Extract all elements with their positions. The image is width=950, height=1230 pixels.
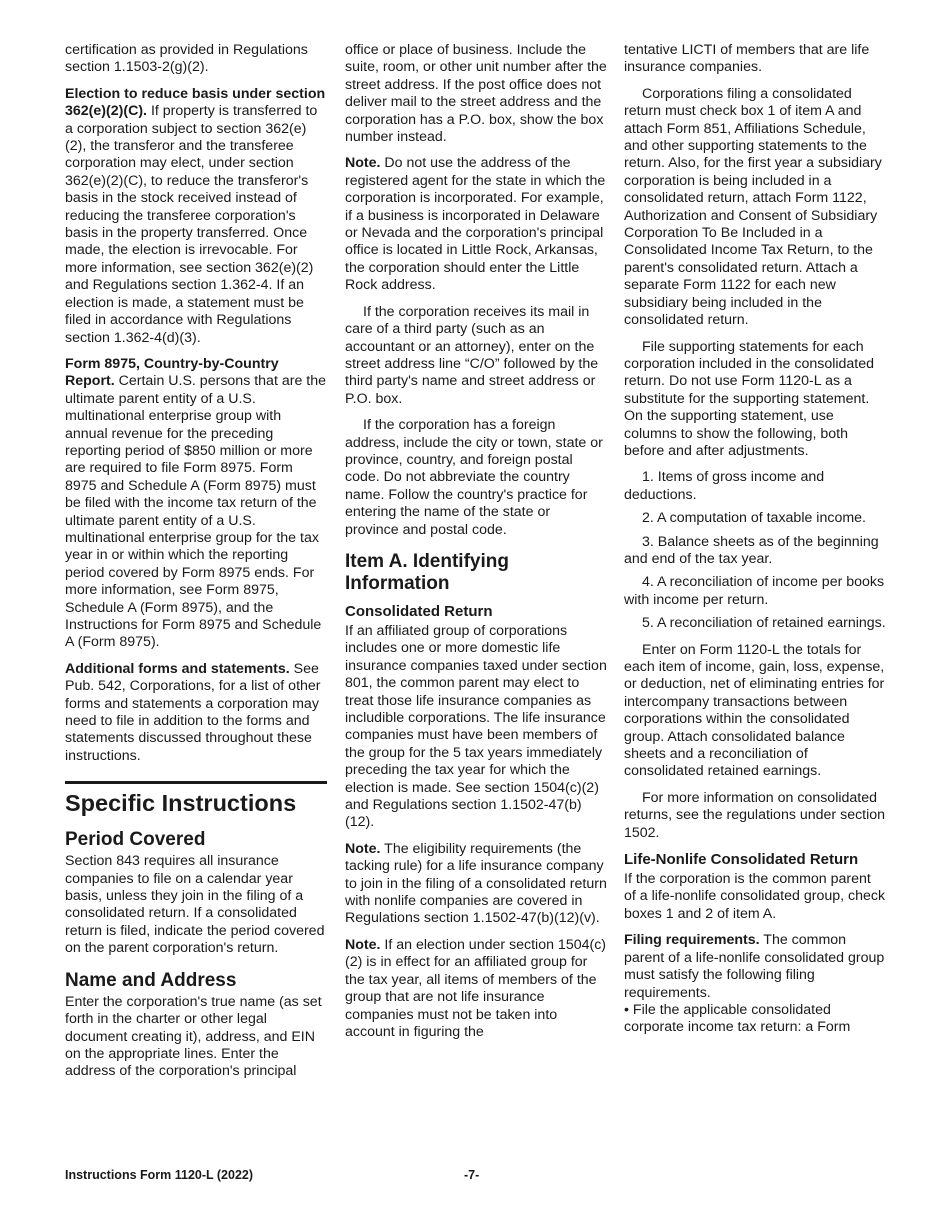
column-1 — [65, 42, 327, 1090]
paragraph: If the corporation receives its mail in care of a third party (such as an accountant or an attorney), enter on the street address line “C/O” followed by the third party's name and street address or P.O. box. — [345, 303, 599, 407]
paragraph: office or place of business. Include the suite, room, or other unit number after the street address. If the post office does not deliver mail to the street address and the corporation has a P.O. box, show the box number instead. — [345, 42, 607, 146]
note — [345, 155, 607, 294]
paragraph: Corporations filing a consolidated return must check box 1 of item A and attach Form 851, Affiliations Schedule, and other supporting statements to the return. Also, for the first year a subsidiary corporation is being included in a consolidated return, attach Form 1122, Authorization and Consent of Subsidiary Corporation To Be Included in a Consolidated Income Tax Return, to the parent's consolidated return. Attach a separate Form 1122 for each new subsidiary being included in the consolidated return. — [624, 85, 882, 329]
list-item: 4. A reconciliation of income per books with income per return. — [624, 574, 885, 608]
list-item: 2. A computation of taxable income. — [642, 510, 866, 527]
paragraph-text: Certain U.S. persons that are the ultimate parent entity of a U.S. multinational enterprise group with annual revenue for the preceding reporting period of $850 million or more are required to file Form 8975. Form 8975 and Schedule A (Form 8975) must be filed with the income tax return of the ultimate parent entity of a U.S. multinational enterprise group for the tax year in or within which the reporting period covered by Form 8975 ends. For more information, see Form 8975, Schedule A (Form 8975), and the Instructions for Form 8975 and Schedule A (Form 8975). — [65, 373, 327, 651]
heading-item-a: Item A. Identifying Information — [345, 550, 509, 594]
list-item: 3. Balance sheets as of the beginning and end of the tax year. — [624, 533, 879, 567]
paragraph-text: See Pub. 542, Corporations, for a list of other forms and statements a corporation may need to file in addition to the forms and statements discussed throughout these instructions. — [65, 660, 321, 764]
note — [345, 937, 607, 1041]
paragraph: If an affiliated group of corporations includes one or more domestic life insurance companies taxed under section 801, the common parent may elect to treat those life insurance companies as includible corporations. The life insurance companies must have been members of the group for the 5 tax years immediately preceding the tax year for which the election is made. See section 1504(c)(2) and Regulations section 1.1502-47(b)(12). — [345, 622, 607, 831]
column-2 — [345, 42, 607, 1050]
paragraph-text: If property is transferred to a corporation subject to section 362(e)(2), the transferor and the transferee corporation may elect, under section 362(e)(2)(C), to reduce the transferor's basis in the stock received instead of reducing the transferee corporation's basis in the property transferred. Once made, the election is irrevocable. For more information, see section 362(e)(2) and Regulations section 1.362-4. If an election is made, a statement must be filed in accordance with Regulations section 1.362-4(d)(3). — [65, 103, 318, 346]
paragraph-form-8975 — [65, 356, 327, 652]
note-label: Note. — [345, 155, 381, 172]
footer-form-title: Instructions Form 1120-L (2022) — [65, 1168, 254, 1182]
run-in-heading: Election to reduce basis under section 362(e)(2)(C). — [65, 85, 326, 120]
list-item: 5. A reconciliation of retained earnings. — [642, 615, 886, 632]
paragraph: certification as provided in Regulations section 1.1503-2(g)(2). — [65, 42, 308, 76]
paragraph-filing-requirements — [624, 932, 886, 1002]
note-text: If an election under section 1504(c)(2) is in effect for an affiliated group for the tax year, all items of members of the group that are not life insurance companies must not be taken into account in figuring the — [345, 936, 607, 1040]
note-text: Do not use the address of the registered agent for the state in which the corporation is incorporated. For example, if a business is incorporated in Delaware or Nevada and the corporation's principal office is located in Little Rock, Arkansas, the corporation should enter the Little Rock address. — [345, 155, 606, 294]
paragraph: Section 843 requires all insurance companies to file on a calendar year basis, unless they join in the filing of a consolidated return. If a consolidated return is filed, indicate the period covered on the parent corporation's return. — [65, 853, 325, 957]
paragraph: Enter on Form 1120-L the totals for each item of income, gain, loss, expense, or deduction, net of eliminating entries for intercompany transactions between corporations within the consolidated group. Attach consolidated balance sheets and a reconciliation of consolidated retained earnings. — [624, 641, 885, 780]
paragraph: For more information on consolidated returns, see the regulations under section 1502. — [624, 789, 886, 841]
run-in-heading: Form 8975, Country-by-Country Report. — [65, 355, 279, 390]
heading-name-and-address: Name and Address — [65, 969, 237, 991]
paragraph: Enter the corporation's true name (as set forth in the charter or other legal document creating it), address, and EIN on the appropriate lines. Enter the address of the corporation's principal — [65, 993, 322, 1080]
paragraph-election-basis — [65, 86, 327, 347]
paragraph-text: The common parent of a life-nonlife consolidated group must satisfy the following filing requirements. — [624, 932, 885, 1001]
heading-period-covered: Period Covered — [65, 829, 206, 851]
note — [345, 841, 607, 928]
paragraph: tentative LICTI of members that are life insurance companies. — [624, 42, 870, 76]
section-heading-specific-instructions: Specific Instructions — [65, 781, 327, 817]
run-in-heading: Filing requirements. — [624, 932, 760, 949]
column-3 — [624, 42, 886, 1037]
note-label: Note. — [345, 840, 381, 857]
paragraph: File supporting statements for each corporation included in the consolidated return. Do not use Form 1120-L as a substitute for the supporting statement. On the supporting statement, use columns to show the following, both before and after adjustments. — [624, 338, 875, 459]
heading-life-nonlife: Life-Nonlife Consolidated Return — [624, 851, 859, 869]
note-label: Note. — [345, 936, 381, 953]
bullet-item: • File the applicable consolidated corporate income tax return: a Form — [624, 1001, 851, 1036]
list-item: 1. Items of gross income and deductions. — [624, 469, 825, 503]
page-number: -7- — [464, 1168, 480, 1182]
paragraph-additional-forms — [65, 661, 327, 765]
paragraph: If the corporation is the common parent of a life-nonlife consolidated group, check boxes 1 and 2 of item A. — [624, 871, 886, 922]
heading-consolidated-return: Consolidated Return — [345, 602, 493, 620]
paragraph: If the corporation has a foreign address, include the city or town, state or province, country, and foreign postal code. Do not abbreviate the country name. Follow the country's practice for entering the name of the state or province and postal code. — [345, 417, 603, 538]
run-in-heading: Additional forms and statements. — [65, 660, 290, 677]
note-text: The eligibility requirements (the tacking rule) for a life insurance company to join in the filing of a consolidated return with nonlife companies are covered in Regulations section 1.1502-47(b)(12)(v). — [345, 840, 607, 927]
